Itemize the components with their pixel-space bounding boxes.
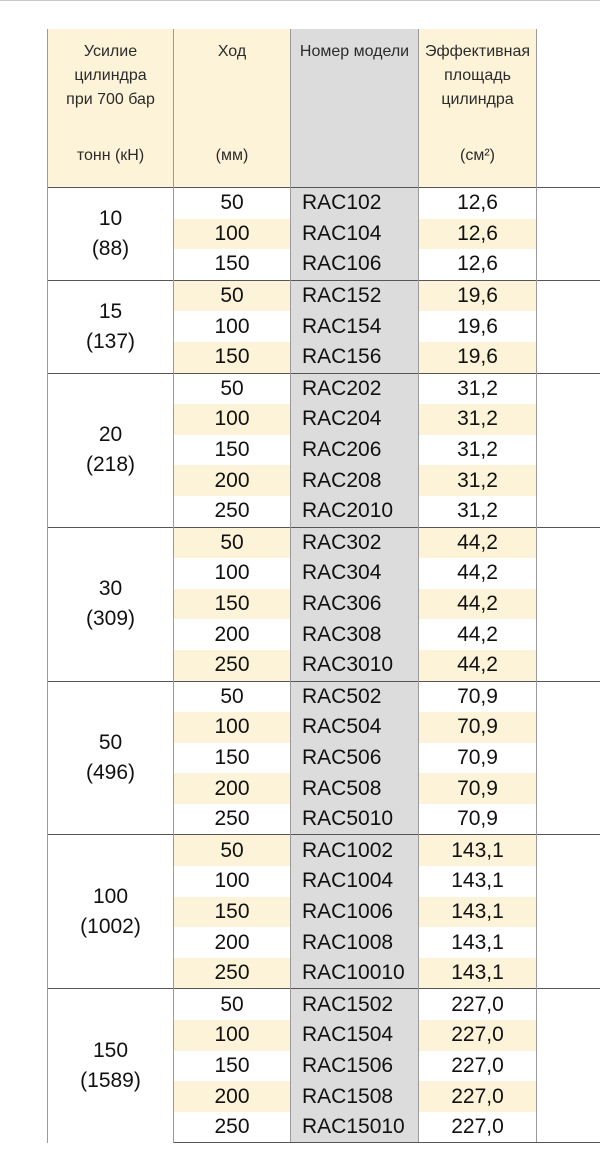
model-cell: RAC502 [291,681,419,712]
stroke-cell: 150 [174,897,291,928]
stroke-cell: 50 [174,989,291,1020]
area-cell: 143,1 [419,958,537,989]
stroke-cell: 100 [174,219,291,250]
model-cell: RAC1006 [291,897,419,928]
area-cell: 227,0 [419,1020,537,1051]
stroke-cell: 150 [174,249,291,280]
stroke-cell: 50 [174,188,291,219]
force-kn: (1002) [80,914,141,938]
model-cell: RAC1502 [291,989,419,1020]
stroke-cell: 150 [174,589,291,620]
model-cell: RAC102 [291,188,419,219]
model-cell: RAC302 [291,527,419,558]
blank-cell [537,527,600,558]
area-cell: 31,2 [419,373,537,404]
blank-cell [537,465,600,496]
header-area-unit: (см²) [460,147,495,164]
area-cell: 70,9 [419,743,537,774]
blank-cell [537,712,600,743]
stroke-cell: 50 [174,527,291,558]
blank-cell [537,927,600,958]
blank-cell [537,681,600,712]
table-body [48,188,600,1143]
blank-cell [537,650,600,681]
top-divider [0,0,600,1]
blank-cell [537,188,600,219]
header-model-label: Номер модели [299,43,410,60]
stroke-cell: 200 [174,927,291,958]
stroke-cell: 100 [174,1020,291,1051]
model-cell: RAC10010 [291,958,419,989]
header-stroke-label: Ход [217,43,247,60]
stroke-cell: 150 [174,743,291,774]
blank-cell [537,404,600,435]
model-cell: RAC308 [291,619,419,650]
blank-cell [537,373,600,404]
force-tons: 10 [98,206,123,230]
area-cell: 19,6 [419,280,537,311]
force-cell [48,373,174,527]
blank-cell [537,342,600,373]
area-cell: 31,2 [419,435,537,466]
blank-cell [537,743,600,774]
model-cell: RAC1002 [291,835,419,866]
stroke-cell: 150 [174,1051,291,1082]
area-cell: 227,0 [419,1051,537,1082]
area-cell: 70,9 [419,681,537,712]
stroke-cell: 250 [174,1112,291,1143]
force-tons: 50 [98,730,123,754]
header-area-label: Эффективная площадь цилиндра [424,43,531,108]
force-cell [48,280,174,373]
area-cell: 44,2 [419,589,537,620]
model-cell: RAC1508 [291,1081,419,1112]
table-row [48,280,600,311]
force-cell [48,527,174,681]
area-cell: 143,1 [419,897,537,928]
stroke-cell: 200 [174,1081,291,1112]
header-area [419,29,537,188]
force-kn: (218) [85,453,136,477]
model-cell: RAC3010 [291,650,419,681]
area-cell: 12,6 [419,219,537,250]
stroke-cell: 100 [174,311,291,342]
header-force [48,29,174,188]
model-cell: RAC504 [291,712,419,743]
stroke-cell: 150 [174,342,291,373]
area-cell: 44,2 [419,650,537,681]
stroke-cell: 250 [174,804,291,835]
stroke-cell: 250 [174,650,291,681]
table-row [48,989,600,1020]
blank-cell [537,280,600,311]
area-cell: 31,2 [419,465,537,496]
model-cell: RAC104 [291,219,419,250]
area-cell: 44,2 [419,558,537,589]
stroke-cell: 50 [174,835,291,866]
area-cell: 70,9 [419,804,537,835]
model-cell: RAC506 [291,743,419,774]
area-cell: 12,6 [419,249,537,280]
blank-cell [537,1051,600,1082]
force-cell [48,835,174,989]
stroke-cell: 100 [174,404,291,435]
area-cell: 143,1 [419,927,537,958]
header-model [291,29,419,188]
force-tons: 150 [92,1039,129,1063]
table-header-row [48,29,600,188]
model-cell: RAC206 [291,435,419,466]
force-tons: 100 [92,884,129,908]
model-cell: RAC1004 [291,866,419,897]
table-row [48,373,600,404]
table-row [48,681,600,712]
force-tons: 30 [98,577,123,601]
model-cell: RAC156 [291,342,419,373]
blank-cell [537,619,600,650]
model-cell: RAC152 [291,280,419,311]
header-force-label: Усилие цилиндра при 700 бар [66,43,155,108]
blank-cell [537,435,600,466]
stroke-cell: 200 [174,773,291,804]
blank-cell [537,249,600,280]
area-cell: 19,6 [419,342,537,373]
blank-cell [537,773,600,804]
area-cell: 31,2 [419,496,537,527]
model-cell: RAC5010 [291,804,419,835]
area-cell: 12,6 [419,188,537,219]
blank-cell [537,866,600,897]
stroke-cell: 150 [174,435,291,466]
blank-cell [537,219,600,250]
header-force-unit: тонн (кН) [76,147,145,164]
blank-cell [537,1020,600,1051]
model-cell: RAC2010 [291,496,419,527]
model-cell: RAC106 [291,249,419,280]
stroke-cell: 50 [174,681,291,712]
model-cell: RAC154 [291,311,419,342]
blank-cell [537,835,600,866]
area-cell: 143,1 [419,866,537,897]
force-kn: (137) [85,329,136,353]
force-kn: (88) [91,236,130,260]
table-row [48,527,600,558]
area-cell: 227,0 [419,1112,537,1143]
force-kn: (496) [85,760,136,784]
stroke-cell: 100 [174,558,291,589]
blank-cell [537,311,600,342]
blank-cell [537,804,600,835]
blank-cell [537,1081,600,1112]
blank-cell [537,897,600,928]
stroke-cell: 100 [174,866,291,897]
table-row [48,835,600,866]
force-tons: 15 [98,299,123,323]
table-row [48,188,600,219]
force-tons: 20 [98,423,123,447]
stroke-cell: 50 [174,373,291,404]
area-cell: 70,9 [419,712,537,743]
force-cell [48,188,174,281]
header-stroke [174,29,291,188]
model-cell: RAC208 [291,465,419,496]
area-cell: 44,2 [419,527,537,558]
force-cell [48,989,174,1143]
model-cell: RAC306 [291,589,419,620]
area-cell: 227,0 [419,989,537,1020]
stroke-cell: 250 [174,496,291,527]
header-stroke-unit: (мм) [215,147,249,164]
area-cell: 227,0 [419,1081,537,1112]
cylinder-spec-table [47,29,600,1143]
blank-cell [537,958,600,989]
header-blank [537,29,600,188]
model-cell: RAC202 [291,373,419,404]
blank-cell [537,496,600,527]
force-kn: (309) [85,607,136,631]
model-cell: RAC304 [291,558,419,589]
model-cell: RAC508 [291,773,419,804]
model-cell: RAC1506 [291,1051,419,1082]
stroke-cell: 250 [174,958,291,989]
stroke-cell: 200 [174,465,291,496]
model-cell: RAC15010 [291,1112,419,1143]
area-cell: 70,9 [419,773,537,804]
model-cell: RAC1008 [291,927,419,958]
stroke-cell: 50 [174,280,291,311]
model-cell: RAC1504 [291,1020,419,1051]
blank-cell [537,558,600,589]
model-cell: RAC204 [291,404,419,435]
area-cell: 44,2 [419,619,537,650]
area-cell: 31,2 [419,404,537,435]
stroke-cell: 100 [174,712,291,743]
force-kn: (1589) [80,1069,141,1093]
area-cell: 19,6 [419,311,537,342]
area-cell: 143,1 [419,835,537,866]
blank-cell [537,1112,600,1143]
force-cell [48,681,174,835]
blank-cell [537,589,600,620]
blank-cell [537,989,600,1020]
stroke-cell: 200 [174,619,291,650]
